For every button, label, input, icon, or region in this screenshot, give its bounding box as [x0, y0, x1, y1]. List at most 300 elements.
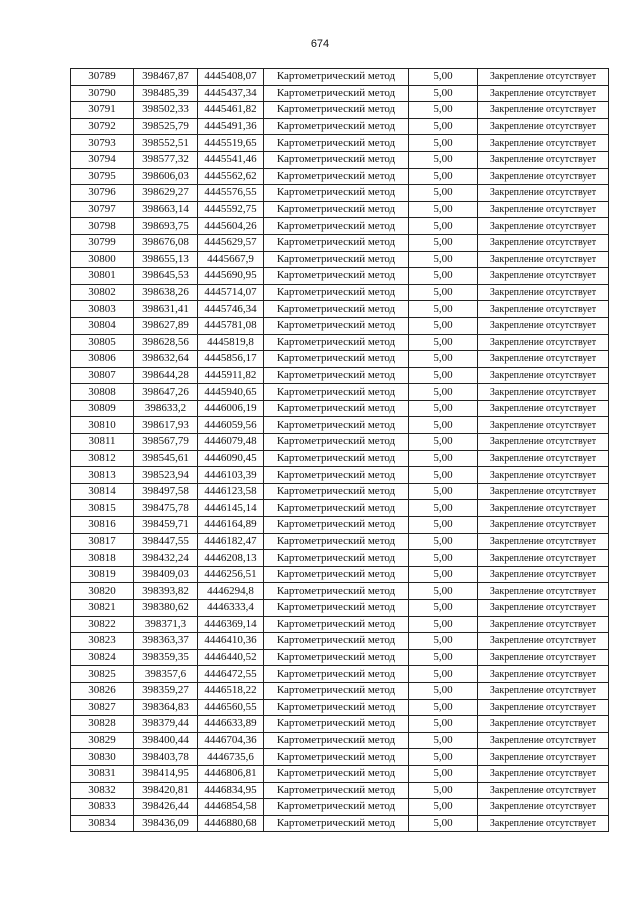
point-number-cell: 30810 [71, 417, 134, 434]
error-cell: 5,00 [409, 251, 478, 268]
method-cell: Картометрический метод [264, 301, 409, 318]
y-coordinate-cell: 4446145,14 [198, 500, 264, 517]
x-coordinate-cell: 398359,27 [134, 682, 198, 699]
fixing-cell: Закрепление отсутствует [478, 749, 609, 766]
error-cell: 5,00 [409, 566, 478, 583]
y-coordinate-cell: 4446182,47 [198, 533, 264, 550]
point-number-cell: 30791 [71, 102, 134, 119]
x-coordinate-cell: 398502,33 [134, 102, 198, 119]
y-coordinate-cell: 4446103,39 [198, 467, 264, 484]
table-row [71, 550, 609, 567]
error-cell: 5,00 [409, 334, 478, 351]
fixing-cell: Закрепление отсутствует [478, 168, 609, 185]
y-coordinate-cell: 4445629,57 [198, 234, 264, 251]
fixing-cell: Закрепление отсутствует [478, 135, 609, 152]
table-row [71, 600, 609, 617]
error-cell: 5,00 [409, 384, 478, 401]
y-coordinate-cell: 4446059,56 [198, 417, 264, 434]
table-row [71, 716, 609, 733]
error-cell: 5,00 [409, 301, 478, 318]
table-row [71, 483, 609, 500]
error-cell: 5,00 [409, 732, 478, 749]
x-coordinate-cell: 398497,58 [134, 483, 198, 500]
table-row [71, 85, 609, 102]
table-row [71, 782, 609, 799]
method-cell: Картометрический метод [264, 765, 409, 782]
table-row [71, 616, 609, 633]
x-coordinate-cell: 398420,81 [134, 782, 198, 799]
y-coordinate-cell: 4445714,07 [198, 284, 264, 301]
x-coordinate-cell: 398359,35 [134, 649, 198, 666]
error-cell: 5,00 [409, 434, 478, 451]
method-cell: Картометрический метод [264, 417, 409, 434]
table-row [71, 417, 609, 434]
fixing-cell: Закрепление отсутствует [478, 218, 609, 235]
method-cell: Картометрический метод [264, 649, 409, 666]
x-coordinate-cell: 398485,39 [134, 85, 198, 102]
error-cell: 5,00 [409, 633, 478, 650]
table-row [71, 384, 609, 401]
point-number-cell: 30818 [71, 550, 134, 567]
error-cell: 5,00 [409, 799, 478, 816]
error-cell: 5,00 [409, 616, 478, 633]
point-number-cell: 30808 [71, 384, 134, 401]
error-cell: 5,00 [409, 284, 478, 301]
x-coordinate-cell: 398414,95 [134, 765, 198, 782]
error-cell: 5,00 [409, 151, 478, 168]
table-row [71, 765, 609, 782]
x-coordinate-cell: 398631,41 [134, 301, 198, 318]
table-row [71, 301, 609, 318]
method-cell: Картометрический метод [264, 450, 409, 467]
point-number-cell: 30813 [71, 467, 134, 484]
method-cell: Картометрический метод [264, 666, 409, 683]
point-number-cell: 30816 [71, 517, 134, 534]
point-number-cell: 30833 [71, 799, 134, 816]
table-row [71, 234, 609, 251]
y-coordinate-cell: 4445819,8 [198, 334, 264, 351]
fixing-cell: Закрепление отсутствует [478, 384, 609, 401]
point-number-cell: 30834 [71, 815, 134, 832]
y-coordinate-cell: 4446123,58 [198, 483, 264, 500]
point-number-cell: 30795 [71, 168, 134, 185]
table-row [71, 699, 609, 716]
x-coordinate-cell: 398627,89 [134, 317, 198, 334]
table-row [71, 666, 609, 683]
error-cell: 5,00 [409, 351, 478, 368]
y-coordinate-cell: 4446880,68 [198, 815, 264, 832]
method-cell: Картометрический метод [264, 151, 409, 168]
y-coordinate-cell: 4445562,62 [198, 168, 264, 185]
x-coordinate-cell: 398523,94 [134, 467, 198, 484]
table-row [71, 799, 609, 816]
point-number-cell: 30807 [71, 367, 134, 384]
y-coordinate-cell: 4446633,89 [198, 716, 264, 733]
error-cell: 5,00 [409, 550, 478, 567]
fixing-cell: Закрепление отсутствует [478, 550, 609, 567]
y-coordinate-cell: 4445781,08 [198, 317, 264, 334]
fixing-cell: Закрепление отсутствует [478, 682, 609, 699]
x-coordinate-cell: 398629,27 [134, 185, 198, 202]
x-coordinate-cell: 398400,44 [134, 732, 198, 749]
fixing-cell: Закрепление отсутствует [478, 566, 609, 583]
fixing-cell: Закрепление отсутствует [478, 102, 609, 119]
x-coordinate-cell: 398357,6 [134, 666, 198, 683]
x-coordinate-cell: 398552,51 [134, 135, 198, 152]
method-cell: Картометрический метод [264, 317, 409, 334]
x-coordinate-cell: 398567,79 [134, 434, 198, 451]
point-number-cell: 30831 [71, 765, 134, 782]
point-number-cell: 30793 [71, 135, 134, 152]
error-cell: 5,00 [409, 782, 478, 799]
fixing-cell: Закрепление отсутствует [478, 616, 609, 633]
method-cell: Картометрический метод [264, 69, 409, 86]
y-coordinate-cell: 4445491,36 [198, 118, 264, 135]
point-number-cell: 30814 [71, 483, 134, 500]
y-coordinate-cell: 4446472,55 [198, 666, 264, 683]
error-cell: 5,00 [409, 201, 478, 218]
table-row [71, 649, 609, 666]
point-number-cell: 30801 [71, 268, 134, 285]
fixing-cell: Закрепление отсутствует [478, 483, 609, 500]
table-row [71, 218, 609, 235]
table-row [71, 533, 609, 550]
method-cell: Картометрический метод [264, 85, 409, 102]
y-coordinate-cell: 4446806,81 [198, 765, 264, 782]
error-cell: 5,00 [409, 533, 478, 550]
y-coordinate-cell: 4446208,13 [198, 550, 264, 567]
fixing-cell: Закрепление отсутствует [478, 716, 609, 733]
point-number-cell: 30796 [71, 185, 134, 202]
point-number-cell: 30799 [71, 234, 134, 251]
table-row [71, 168, 609, 185]
y-coordinate-cell: 4446834,95 [198, 782, 264, 799]
x-coordinate-cell: 398380,62 [134, 600, 198, 617]
point-number-cell: 30828 [71, 716, 134, 733]
fixing-cell: Закрепление отсутствует [478, 234, 609, 251]
y-coordinate-cell: 4445604,26 [198, 218, 264, 235]
y-coordinate-cell: 4446854,58 [198, 799, 264, 816]
point-number-cell: 30829 [71, 732, 134, 749]
point-number-cell: 30825 [71, 666, 134, 683]
y-coordinate-cell: 4445592,75 [198, 201, 264, 218]
error-cell: 5,00 [409, 500, 478, 517]
y-coordinate-cell: 4446440,52 [198, 649, 264, 666]
method-cell: Картометрический метод [264, 616, 409, 633]
method-cell: Картометрический метод [264, 268, 409, 285]
table-row [71, 118, 609, 135]
method-cell: Картометрический метод [264, 284, 409, 301]
method-cell: Картометрический метод [264, 251, 409, 268]
method-cell: Картометрический метод [264, 500, 409, 517]
x-coordinate-cell: 398545,61 [134, 450, 198, 467]
error-cell: 5,00 [409, 815, 478, 832]
y-coordinate-cell: 4446090,45 [198, 450, 264, 467]
x-coordinate-cell: 398459,71 [134, 517, 198, 534]
x-coordinate-cell: 398436,09 [134, 815, 198, 832]
point-number-cell: 30826 [71, 682, 134, 699]
x-coordinate-cell: 398663,14 [134, 201, 198, 218]
x-coordinate-cell: 398379,44 [134, 716, 198, 733]
error-cell: 5,00 [409, 185, 478, 202]
error-cell: 5,00 [409, 666, 478, 683]
y-coordinate-cell: 4446735,6 [198, 749, 264, 766]
point-number-cell: 30815 [71, 500, 134, 517]
x-coordinate-cell: 398467,87 [134, 69, 198, 86]
page-number: 674 [310, 38, 330, 50]
method-cell: Картометрический метод [264, 102, 409, 119]
method-cell: Картометрический метод [264, 185, 409, 202]
y-coordinate-cell: 4445519,65 [198, 135, 264, 152]
fixing-cell: Закрепление отсутствует [478, 450, 609, 467]
x-coordinate-cell: 398371,3 [134, 616, 198, 633]
error-cell: 5,00 [409, 85, 478, 102]
point-number-cell: 30792 [71, 118, 134, 135]
point-number-cell: 30819 [71, 566, 134, 583]
method-cell: Картометрический метод [264, 201, 409, 218]
y-coordinate-cell: 4446079,48 [198, 434, 264, 451]
y-coordinate-cell: 4446518,22 [198, 682, 264, 699]
fixing-cell: Закрепление отсутствует [478, 185, 609, 202]
fixing-cell: Закрепление отсутствует [478, 417, 609, 434]
fixing-cell: Закрепление отсутствует [478, 268, 609, 285]
y-coordinate-cell: 4446369,14 [198, 616, 264, 633]
point-number-cell: 30821 [71, 600, 134, 617]
error-cell: 5,00 [409, 367, 478, 384]
fixing-cell: Закрепление отсутствует [478, 284, 609, 301]
table-row [71, 351, 609, 368]
error-cell: 5,00 [409, 467, 478, 484]
error-cell: 5,00 [409, 118, 478, 135]
y-coordinate-cell: 4446164,89 [198, 517, 264, 534]
point-number-cell: 30809 [71, 400, 134, 417]
point-number-cell: 30830 [71, 749, 134, 766]
table-row [71, 500, 609, 517]
table-row [71, 102, 609, 119]
table-row [71, 317, 609, 334]
y-coordinate-cell: 4446704,36 [198, 732, 264, 749]
fixing-cell: Закрепление отсутствует [478, 201, 609, 218]
error-cell: 5,00 [409, 649, 478, 666]
y-coordinate-cell: 4446560,55 [198, 699, 264, 716]
error-cell: 5,00 [409, 483, 478, 500]
y-coordinate-cell: 4445690,95 [198, 268, 264, 285]
method-cell: Картометрический метод [264, 682, 409, 699]
fixing-cell: Закрепление отсутствует [478, 351, 609, 368]
fixing-cell: Закрепление отсутствует [478, 583, 609, 600]
fixing-cell: Закрепление отсутствует [478, 600, 609, 617]
fixing-cell: Закрепление отсутствует [478, 334, 609, 351]
x-coordinate-cell: 398364,83 [134, 699, 198, 716]
error-cell: 5,00 [409, 583, 478, 600]
table-row [71, 151, 609, 168]
method-cell: Картометрический метод [264, 334, 409, 351]
x-coordinate-cell: 398363,37 [134, 633, 198, 650]
y-coordinate-cell: 4446333,4 [198, 600, 264, 617]
x-coordinate-cell: 398632,64 [134, 351, 198, 368]
point-number-cell: 30797 [71, 201, 134, 218]
error-cell: 5,00 [409, 699, 478, 716]
fixing-cell: Закрепление отсутствует [478, 251, 609, 268]
x-coordinate-cell: 398655,13 [134, 251, 198, 268]
table-row [71, 566, 609, 583]
y-coordinate-cell: 4445408,07 [198, 69, 264, 86]
method-cell: Картометрический метод [264, 400, 409, 417]
x-coordinate-cell: 398525,79 [134, 118, 198, 135]
error-cell: 5,00 [409, 135, 478, 152]
method-cell: Картометрический метод [264, 749, 409, 766]
method-cell: Картометрический метод [264, 234, 409, 251]
y-coordinate-cell: 4446294,8 [198, 583, 264, 600]
table-row [71, 434, 609, 451]
y-coordinate-cell: 4445911,82 [198, 367, 264, 384]
point-number-cell: 30812 [71, 450, 134, 467]
x-coordinate-cell: 398475,78 [134, 500, 198, 517]
table-row [71, 583, 609, 600]
method-cell: Картометрический метод [264, 600, 409, 617]
table-row [71, 467, 609, 484]
table-row [71, 732, 609, 749]
method-cell: Картометрический метод [264, 533, 409, 550]
method-cell: Картометрический метод [264, 699, 409, 716]
x-coordinate-cell: 398628,56 [134, 334, 198, 351]
error-cell: 5,00 [409, 682, 478, 699]
fixing-cell: Закрепление отсутствует [478, 815, 609, 832]
error-cell: 5,00 [409, 102, 478, 119]
table-row [71, 450, 609, 467]
method-cell: Картометрический метод [264, 218, 409, 235]
fixing-cell: Закрепление отсутствует [478, 151, 609, 168]
coordinates-table [70, 68, 609, 832]
method-cell: Картометрический метод [264, 517, 409, 534]
y-coordinate-cell: 4445856,17 [198, 351, 264, 368]
x-coordinate-cell: 398638,26 [134, 284, 198, 301]
fixing-cell: Закрепление отсутствует [478, 533, 609, 550]
point-number-cell: 30794 [71, 151, 134, 168]
table-row [71, 268, 609, 285]
x-coordinate-cell: 398676,08 [134, 234, 198, 251]
method-cell: Картометрический метод [264, 633, 409, 650]
method-cell: Картометрический метод [264, 135, 409, 152]
fixing-cell: Закрепление отсутствует [478, 782, 609, 799]
table-row [71, 135, 609, 152]
fixing-cell: Закрепление отсутствует [478, 732, 609, 749]
error-cell: 5,00 [409, 517, 478, 534]
method-cell: Картометрический метод [264, 168, 409, 185]
method-cell: Картометрический метод [264, 782, 409, 799]
fixing-cell: Закрепление отсутствует [478, 400, 609, 417]
x-coordinate-cell: 398577,32 [134, 151, 198, 168]
fixing-cell: Закрепление отсутствует [478, 118, 609, 135]
table-row [71, 334, 609, 351]
x-coordinate-cell: 398432,24 [134, 550, 198, 567]
y-coordinate-cell: 4445541,46 [198, 151, 264, 168]
error-cell: 5,00 [409, 317, 478, 334]
table-row [71, 633, 609, 650]
y-coordinate-cell: 4445746,34 [198, 301, 264, 318]
table-row [71, 284, 609, 301]
method-cell: Картометрический метод [264, 118, 409, 135]
point-number-cell: 30805 [71, 334, 134, 351]
fixing-cell: Закрепление отсутствует [478, 799, 609, 816]
point-number-cell: 30789 [71, 69, 134, 86]
x-coordinate-cell: 398447,55 [134, 533, 198, 550]
fixing-cell: Закрепление отсутствует [478, 317, 609, 334]
method-cell: Картометрический метод [264, 566, 409, 583]
fixing-cell: Закрепление отсутствует [478, 301, 609, 318]
method-cell: Картометрический метод [264, 483, 409, 500]
x-coordinate-cell: 398426,44 [134, 799, 198, 816]
error-cell: 5,00 [409, 417, 478, 434]
point-number-cell: 30804 [71, 317, 134, 334]
table-row [71, 251, 609, 268]
x-coordinate-cell: 398647,26 [134, 384, 198, 401]
y-coordinate-cell: 4446006,19 [198, 400, 264, 417]
fixing-cell: Закрепление отсутствует [478, 69, 609, 86]
method-cell: Картометрический метод [264, 351, 409, 368]
x-coordinate-cell: 398644,28 [134, 367, 198, 384]
method-cell: Картометрический метод [264, 384, 409, 401]
error-cell: 5,00 [409, 765, 478, 782]
error-cell: 5,00 [409, 716, 478, 733]
fixing-cell: Закрепление отсутствует [478, 649, 609, 666]
fixing-cell: Закрепление отсутствует [478, 467, 609, 484]
y-coordinate-cell: 4445667,9 [198, 251, 264, 268]
point-number-cell: 30802 [71, 284, 134, 301]
fixing-cell: Закрепление отсутствует [478, 367, 609, 384]
table-row [71, 201, 609, 218]
point-number-cell: 30806 [71, 351, 134, 368]
fixing-cell: Закрепление отсутствует [478, 765, 609, 782]
point-number-cell: 30832 [71, 782, 134, 799]
error-cell: 5,00 [409, 218, 478, 235]
point-number-cell: 30790 [71, 85, 134, 102]
method-cell: Картометрический метод [264, 716, 409, 733]
fixing-cell: Закрепление отсутствует [478, 517, 609, 534]
fixing-cell: Закрепление отсутствует [478, 434, 609, 451]
fixing-cell: Закрепление отсутствует [478, 85, 609, 102]
method-cell: Картометрический метод [264, 550, 409, 567]
point-number-cell: 30823 [71, 633, 134, 650]
error-cell: 5,00 [409, 268, 478, 285]
error-cell: 5,00 [409, 234, 478, 251]
error-cell: 5,00 [409, 450, 478, 467]
x-coordinate-cell: 398403,78 [134, 749, 198, 766]
x-coordinate-cell: 398645,53 [134, 268, 198, 285]
point-number-cell: 30811 [71, 434, 134, 451]
x-coordinate-cell: 398393,82 [134, 583, 198, 600]
method-cell: Картометрический метод [264, 467, 409, 484]
x-coordinate-cell: 398409,03 [134, 566, 198, 583]
table-row [71, 815, 609, 832]
error-cell: 5,00 [409, 168, 478, 185]
error-cell: 5,00 [409, 749, 478, 766]
table-row [71, 517, 609, 534]
table-row [71, 185, 609, 202]
point-number-cell: 30820 [71, 583, 134, 600]
error-cell: 5,00 [409, 600, 478, 617]
coordinates-table-body [71, 69, 609, 832]
y-coordinate-cell: 4446410,36 [198, 633, 264, 650]
x-coordinate-cell: 398606,03 [134, 168, 198, 185]
point-number-cell: 30803 [71, 301, 134, 318]
table-row [71, 682, 609, 699]
y-coordinate-cell: 4446256,51 [198, 566, 264, 583]
method-cell: Картометрический метод [264, 434, 409, 451]
method-cell: Картометрический метод [264, 583, 409, 600]
x-coordinate-cell: 398693,75 [134, 218, 198, 235]
table-row [71, 749, 609, 766]
